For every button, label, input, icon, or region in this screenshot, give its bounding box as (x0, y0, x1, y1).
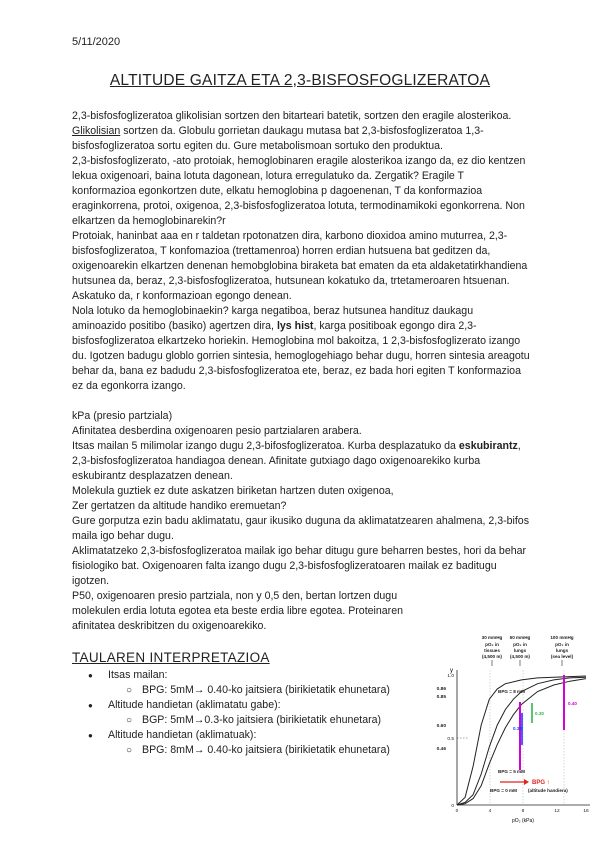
paragraph: kPa (presio partziala) (72, 410, 173, 422)
bpg0-label: BPG = 0 mM (490, 788, 517, 793)
header-3-line3: lungs (555, 648, 569, 653)
paragraph: Askatuko da, r konformazioan egongo denean. (72, 290, 292, 302)
x-tick-label: 8 (521, 809, 525, 814)
header-1-line4: (4,500 m) (482, 654, 502, 659)
green-value: 0.30 (535, 711, 544, 716)
header-2-line2: pO₂ in (513, 642, 527, 647)
bpg8-top-label: BPG = 8 mM (498, 689, 525, 694)
x-tick-label: 12 (554, 809, 560, 814)
y-axis-label: y (450, 668, 453, 674)
x-axis-label: pO₂ (kPa) (512, 818, 534, 824)
list-subitem: ○ BGP: 5mM→0.3-ko jaitsiera (birikietatik ehunetara) (72, 713, 412, 728)
paragraph: 2,3-bisfosfoglizerato, -ato protoiak, hemoglobinaren eragile alosterikoa izango da, ez dio kentzen lekua oxigenoari, baina lotuta dagonean, lotura erregulatuko da. Zergatik? Eragile T konformazioa egonkortzen dute, elkatu hemoglobina p dagoenenan, T da konformazioa eraginkorrena, protoi, oxigenoa, 2,3-bisfosfoglizeratoa lotuta, termodinamikoki egonkorrena. Non elkartzen da hemoglobinarekin?r (72, 155, 526, 227)
paragraph: Nola lotuko da hemoglobinaekin? karga negatiboa, beraz hutsunea handituz daukagu aminoazido positibo (basiko) agertzen dira, lys hist, karga positiboak egongo dira 2,3-bisfosfoglizeratoa elkartzeko horiekin. Hemoglobina mol bakoitza, 1 2,3-bisfosfoglizerato izango du. Igotzen badugu globlo gorrien sintesia, hemoglogehiago behar dugu, horren sintesia areagotu behar da, bana ez badudu 2,3-bisfosfoglizeratoa ete, beraz, ez bada hori egiten T konformazioa ez da egonkorra izango. (72, 305, 530, 392)
glikolisian-link: Glikolisian (72, 125, 121, 137)
chart-top-headers (482, 635, 574, 659)
paragraph: 2,3-bisfosfoglizeratoa glikolisian sortzen den bitarteari batetik, sortzen den eragile alosterikoa. Glikolisian sortzen da. Globulu gorrietan daukagu mutasa bat 2,3-bisfosfoglizeratoa 1,3-bisfosfoglizeratoa sortu egiten du. Gure metabolismoan sortuko den produktua. (72, 110, 512, 152)
list-subitem: ○ BPG: 8mM→ 0.40-ko jaitsiera (birikietatik ehunetara) (72, 743, 412, 758)
paragraph: Itsas mailan 5 milimolar izango dugu 2,3-bifosfoglizeratoa. Kurba desplazatuko da eskubirantz, 2,3-bisfosfoglizeratoa handiagoa denean. Afinitate gutxiago dago oxigenoarekiko kurba eskubirantz desplazatzen denean. (72, 440, 521, 482)
interpretation-list (72, 668, 412, 758)
bpg-up-label: BPG ↑ (532, 780, 550, 786)
bpg5-label: BPG = 5 mM (498, 769, 525, 774)
list-item: ● Itsas mailan: (72, 668, 412, 683)
high-altitude-label: (altitude handiera) (528, 788, 568, 793)
red-arrow-head (524, 779, 529, 785)
paragraph: Afinitatea desberdina oxigenoaren pesio partzialaren arabera. (72, 425, 362, 437)
header-3-line4: (sea level) (550, 654, 574, 659)
header-1-line1: 30 mmHg (481, 635, 503, 640)
date: 5/11/2020 (72, 36, 121, 48)
list-item: ● Altitude handietan (aklimatatu gabe): (72, 698, 412, 713)
bold-term: lys hist (276, 320, 314, 332)
magenta-value: 0.40 (568, 701, 577, 706)
page-title: ALTITUDE GAITZA ETA 2,3-BISFOSFOGLIZERATOA (109, 72, 491, 89)
bold-term: eskubirantz (458, 440, 518, 452)
y-extra-label: 0.86 (436, 687, 446, 692)
header-2-line4: (4,500 m) (510, 654, 530, 659)
x-tick-label: 16 (583, 809, 589, 814)
x-tick-label: 0 (455, 809, 459, 814)
section-title: TAULAREN INTERPRETAZIOA (72, 650, 270, 665)
header-1-line3: tissues (484, 648, 500, 653)
header-2-line1: 50 mmHg (509, 635, 531, 640)
body-text (72, 109, 530, 634)
oxygen-saturation-chart (412, 630, 592, 830)
paragraph: Aklimatatzeko 2,3-bisfosfoglizeratoa mailak igo behar ditugu gure beharren bestes, hori da behar fisiologiko bat. Oxigenoaren falta izango dugu 2,3-bisfosfoglizeratoaren mailak ez baditugu igotzen. (72, 545, 527, 587)
header-1-line2: pO₂ in (485, 642, 499, 647)
paragraph: Molekula guztiek ez dute askatzen biriketan hartzen duten oxigenoa, (72, 485, 394, 497)
x-tick-label: 4 (488, 809, 492, 814)
y-extra-label: 0.46 (436, 747, 446, 752)
list-subitem: ○ BPG: 5mM→ 0.40-ko jaitsiera (birikietatik ehunetara) (72, 683, 412, 698)
paragraph: Protoiak, haninbat aaa en r taldetan rpotonatzen dira, karbono dioxidoa amino muturrea, 2,3-bisfosfoglizeratoa, T konfomazioa (trettamenroa) horren erdian hutsuena bat geditzen da, oxigenoarekin elkartzen denenan hemobglobina biraketa bat ematen da eta aldaketatirkhandiena hutsunea da, beraz, 2,3-bisfosfoglizeratoa, hutsunean kokatuko da, trtetameroaren htsuenan. (72, 230, 528, 287)
y-extra-label: 0.85 (436, 695, 446, 700)
header-2-line3: lungs (513, 648, 527, 653)
header-3-line1: 100 mmHg (550, 635, 574, 640)
blue-value: 0.38 (513, 726, 522, 731)
header-3-line2: pO₂ in (555, 642, 569, 647)
paragraph: Zer gertatzen da altitude handiko eremuetan? (72, 500, 287, 512)
y-tick-label: 0.5 (447, 737, 454, 742)
paragraph: P50, oxigenoaren presio partziala, non y 0,5 den, bertan lortzen dugu molekulen erdia lotuta egotea eta beste erdia libre egotea. Proteinaren afinitatea deskribitzen du oxigenoarekiko. (72, 590, 403, 632)
paragraph: Gure gorputza ezin badu aklimatatu, gaur ikusiko duguna da aklimatatzearen ahalmena, 2,3-bifos maila igo behar dugu. (72, 515, 529, 542)
y-tick-label: 0 (451, 804, 454, 809)
y-tick-label: 1.0 (447, 674, 454, 679)
y-extra-label: 0.60 (436, 724, 446, 729)
list-item: ● Altitude handietan (aklimatuak): (72, 728, 412, 743)
